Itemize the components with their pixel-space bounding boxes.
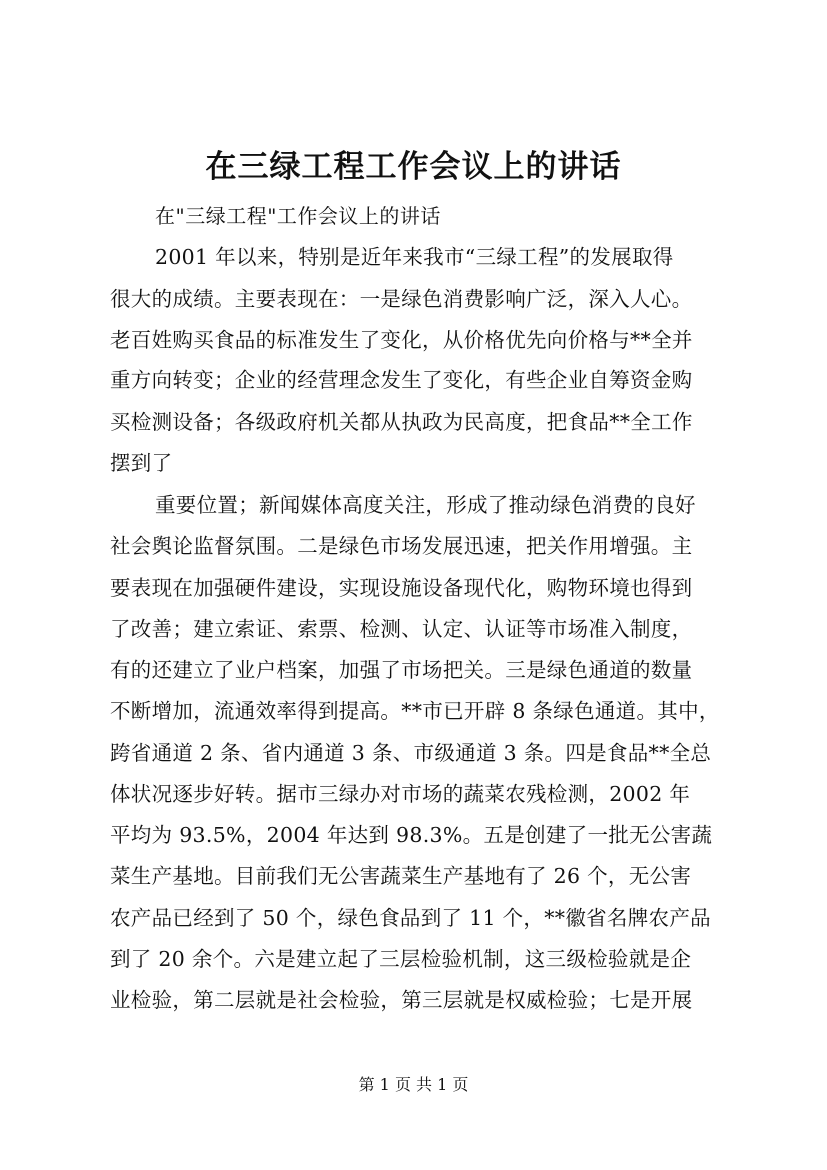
paragraph-line: 业检验，第二层就是社会检验，第三层就是权威检验；七是开展: [110, 988, 693, 1012]
page-footer: 第 1 页 共 1 页: [358, 1075, 469, 1094]
paragraph-line: 有的还建立了业户档案，加强了市场把关。三是绿色通道的数量: [110, 658, 693, 682]
paragraph-line: 菜生产基地。目前我们无公害蔬菜生产基地有了 26 个，无公害: [110, 864, 692, 888]
paragraph-line: 很大的成绩。主要表现在：一是绿色消费影响广泛，深入人心。: [110, 287, 693, 311]
paragraph-line: 跨省通道 2 条、省内通道 3 条、市级通道 3 条。四是食品**全总: [110, 741, 712, 765]
subtitle: 在"三绿工程"工作会议上的讲话: [155, 204, 441, 228]
paragraph-line: 平均为 93.5%，2004 年达到 98.3%。五是创建了一批无公害蔬: [110, 823, 713, 847]
paragraph-line: 摆到了: [110, 451, 173, 475]
paragraph-line: 农产品已经到了 50 个，绿色食品到了 11 个，**徽省名牌农产品: [110, 906, 711, 930]
paragraph-line: 不断增加，流通效率得到提高。**市已开辟 8 条绿色通道。其中，: [110, 699, 720, 723]
paragraph-line: 要表现在加强硬件建设，实现设施设备现代化，购物环境也得到: [110, 576, 693, 600]
paragraph-line: 重要位置；新闻媒体高度关注，形成了推动绿色消费的良好: [155, 493, 696, 517]
paragraph-line: 社会舆论监督氛围。二是绿色市场发展迅速，把关作用增强。主: [110, 534, 693, 558]
page-title: 在三绿工程工作会议上的讲话: [205, 149, 622, 185]
paragraph-line: 体状况逐步好转。据市三绿办对市场的蔬菜农残检测，2002 年: [110, 782, 691, 806]
paragraph-line: 买检测设备；各级政府机关都从执政为民高度，把食品**全工作: [110, 410, 693, 434]
paragraph-line: 重方向转变；企业的经营理念发生了变化，有些企业自筹资金购: [110, 368, 693, 392]
paragraph-line: 老百姓购买食品的标准发生了变化，从价格优先向价格与**全并: [110, 328, 693, 352]
paragraph-line: 了改善；建立索证、索票、检测、认定、认证等市场准入制度，: [110, 617, 693, 641]
paragraph-line: 到了 20 余个。六是建立起了三层检验机制，这三级检验就是企: [110, 947, 692, 971]
paragraph-line: 2001 年以来，特别是近年来我市“三绿工程”的发展取得: [155, 245, 674, 269]
